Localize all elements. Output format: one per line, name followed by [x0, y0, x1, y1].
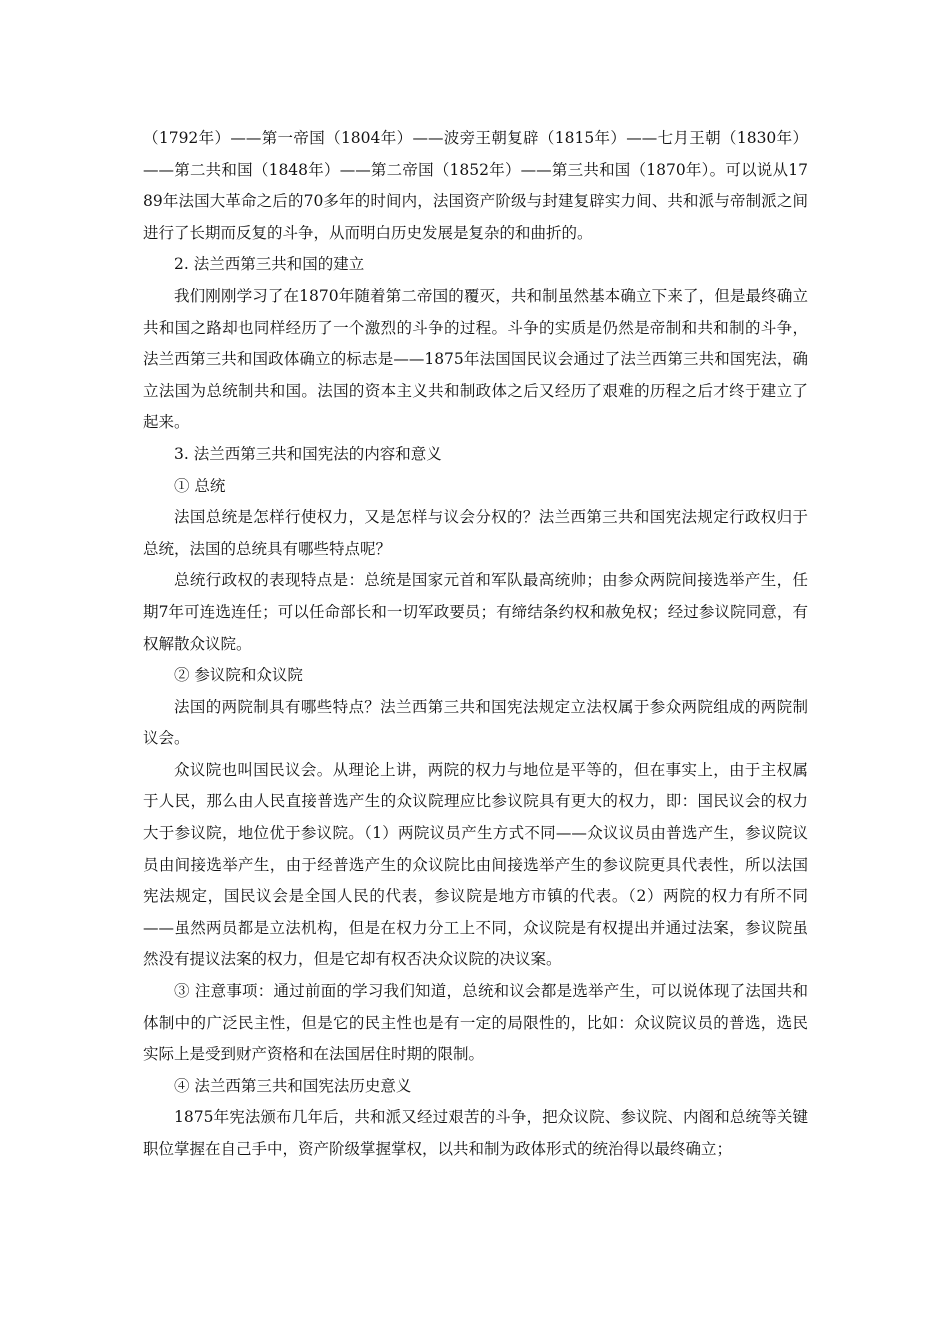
paragraph-body: 1875年宪法颁布几年后，共和派又经过艰苦的斗争，把众议院、参议院、内阁和总统等关键职位掌握在自己手中，资产阶级掌握掌权，以共和制为政体形式的统治得以最终确立； [143, 1108, 808, 1158]
subsection-president: ① 总统 [174, 476, 226, 495]
section-heading-3: 3. 法兰西第三共和国宪法的内容和意义 [174, 444, 442, 463]
paragraph-body: 我们刚刚学习了在1870年随着第二帝国的覆灭，共和制虽然基本确立下来了，但是最终确立共和国之路却也同样经历了一个激烈的斗争的过程。斗争的实质是仍然是帝制和共和制的斗争，法兰西第三共和国政体确立的标志是——1875年法国国民议会通过了法兰西第三共和国宪法，确立法国为总统制共和国。法国的资本主义共和制政体之后又经历了艰难的历程之后才终于建立了起来。 [143, 286, 808, 432]
subsection-parliament: ② 参议院和众议院 [174, 666, 303, 685]
section-heading-2: 2. 法兰西第三共和国的建立 [174, 255, 365, 274]
document-body [143, 123, 808, 1166]
paragraph-notes: ③ 注意事项：通过前面的学习我们知道，总统和议会都是选举产生，可以说体现了法国共和体制中的广泛民主性，但是它的民主性也是有一定的局限性的，比如：众议院议员的普选，选民实际上是受到财产资格和在法国居住时期的限制。 [143, 982, 808, 1064]
paragraph-body: 众议院也叫国民议会。从理论上讲，两院的权力与地位是平等的，但在事实上，由于主权属于人民，那么由人民直接普选产生的众议院理应比参议院具有更大的权力，即：国民议会的权力大于参议院，地位优于参议院。（1）两院议员产生方式不同——众议议员由普选产生，参议院议员由间接选举产生，由于经普选产生的众议院比由间接选举产生的参议院更具代表性，所以法国宪法规定，国民议会是全国人民的代表，参议院是地方市镇的代表。（2）两院的权力有所不同——虽然两员都是立法机构，但是在权力分工上不同，众议院是有权提出并通过法案，参议院虽然没有提议法案的权力，但是它却有权否决众议院的决议案。 [143, 760, 808, 969]
subsection-significance: ④ 法兰西第三共和国宪法历史意义 [174, 1076, 412, 1095]
paragraph-body: 法国的两院制具有哪些特点？法兰西第三共和国宪法规定立法权属于参众两院组成的两院制议会。 [143, 697, 808, 748]
paragraph-continuation: （1792年）——第一帝国（1804年）——波旁王朝复辟（1815年）——七月王朝（1830年）——第二共和国（1848年）——第二帝国（1852年）——第三共和国（1870年）。可以说从1789年法国大革命之后的70多年的时间内，法国资产阶级与封建复辟实力间、共和派与帝制派之间进行了长期而反复的斗争，从而明白历史发展是复杂的和曲折的。 [143, 129, 808, 242]
paragraph-body: 法国总统是怎样行使权力，又是怎样与议会分权的？法兰西第三共和国宪法规定行政权归于总统，法国的总统具有哪些特点呢？ [143, 508, 808, 558]
paragraph-body: 总统行政权的表现特点是：总统是国家元首和军队最高统帅；由参众两院间接选举产生，任期7年可连选连任；可以任命部长和一切军政要员；有缔结条约权和赦免权；经过参议院同意，有权解散众议院。 [143, 571, 808, 653]
